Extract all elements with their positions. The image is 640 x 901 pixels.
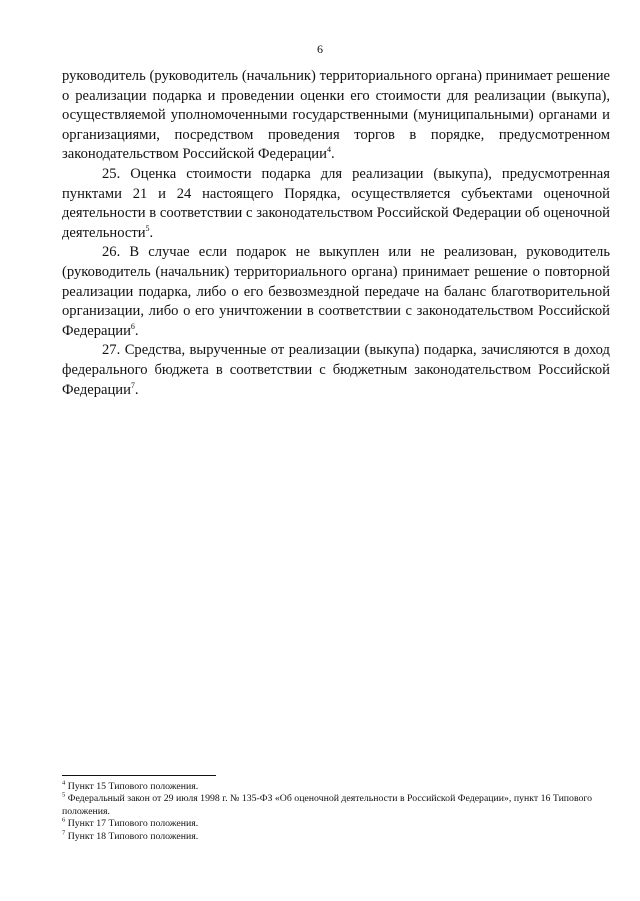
footnote-mark: 5 [62,792,66,800]
footnote [62,793,610,818]
paragraph-text: В случае если подарок не выкуплен или не реализован, руководитель (руководитель (начальник) территориального органа) принимает решение о повторной реализации подарка, либо о его безвозмездной передаче на баланс благотворительной организации, либо о его уничтожении в соответствии с законодательством Российской Федерации [62,244,610,339]
footnote-mark: 4 [62,779,66,787]
paragraph-end: . [330,146,335,163]
footnote-mark: 7 [62,829,66,837]
footnote-ref: 6 [130,321,135,331]
paragraph-27 [62,341,610,400]
footnote-separator [62,775,216,776]
footnote-ref: 5 [145,223,150,233]
footnotes [62,781,610,843]
document-body [62,67,610,400]
paragraph-end: . [134,381,139,398]
footnote-text: Федеральный закон от 29 июля 1998 г. № 135-ФЗ «Об оценочной деятельности в Российской Федерации», пункт 16 Типового положения. [62,793,593,817]
footnote [62,818,610,830]
footnote-ref: 4 [326,145,331,155]
paragraph-number: 25. [102,165,121,182]
paragraph-text: руководитель (руководитель (начальник) территориального органа) принимает решение о реализации подарка и проведении оценки его стоимости для реализации (выкупа), осуществляемой уполномоченными государственными (муниципальными) органами и организациями, посредством проведения торгов в порядке, предусмотренном законодательством Российской Федерации [62,68,610,163]
paragraph-end: . [149,224,154,241]
paragraph-end: . [134,322,139,339]
paragraph-number: 26. [102,244,121,261]
paragraph-continuation [62,67,610,165]
paragraph-25 [62,165,610,243]
footnote-mark: 6 [62,816,66,824]
paragraph-text: Средства, вырученные от реализации (выкупа) подарка, зачисляются в доход федерального бюджета в соответствии с бюджетным законодательством Российской Федерации [62,342,610,398]
footnote-ref: 7 [130,380,135,390]
footnote-text: Пункт 17 Типового положения. [67,818,199,830]
footnote-text: Пункт 15 Типового положения. [67,781,199,792]
footnote [62,781,610,793]
paragraph-number: 27. [102,342,121,359]
footnote [62,831,610,843]
paragraph-26 [62,243,610,341]
footnote-text: Пункт 18 Типового положения. [67,830,199,842]
paragraph-text: Оценка стоимости подарка для реализации (выкупа), предусмотренная пунктами 21 и 24 настоящего Порядка, осуществляется субъектами оценочной деятельности в соответствии с законодательством Российской Федерации об оценочной деятельности [62,165,610,241]
page-number: 6 [317,42,323,56]
